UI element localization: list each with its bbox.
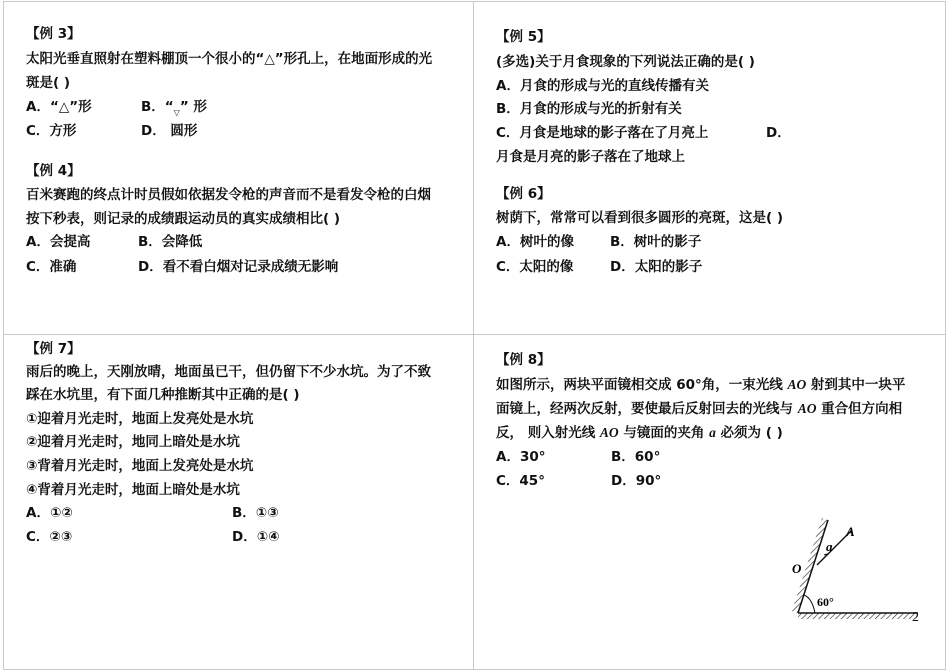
example-8-option-b: B．60°	[611, 449, 661, 465]
example-4-question-line1: 百米赛跑的终点计时员假如依据发令枪的声音而不是看发令枪的白烟	[26, 187, 431, 203]
example-5-option-b: B．月食的形成与光的折射有关	[496, 101, 682, 117]
example-7-option-b: B．①③	[232, 505, 279, 521]
example-3-question-line2: 斑是( )	[26, 75, 71, 91]
example-6-option-d: D．太阳的影子	[610, 259, 703, 275]
example-3-option-b	[141, 98, 207, 122]
example-7-statement-4: ④背着月光走时，地面上暗处是水坑	[26, 482, 240, 498]
example-7-statement-3: ③背着月光走时，地面上发亮处是水坑	[26, 458, 254, 474]
example-8-option-a: A．30°	[496, 449, 546, 465]
example-7-statement-1: ①迎着月光走时，地面上发亮处是水坑	[26, 411, 254, 427]
page-number: 2	[912, 610, 919, 625]
q-line3-angle-symbol: a	[709, 425, 716, 440]
example-8-heading: 【例 8】	[496, 352, 551, 368]
example-6-option-c: C．太阳的像	[496, 259, 574, 275]
example-4-option-a: A．会提高	[26, 234, 91, 250]
label-a: a	[826, 539, 833, 554]
example-6-heading: 【例 6】	[496, 186, 551, 202]
example-8-question-line1	[496, 376, 905, 394]
example-6-option-a: A．树叶的像	[496, 234, 574, 250]
q-line3-part-a: 反， 则入射光线	[496, 425, 600, 441]
example-4-question-line2: 按下秒表，则记录的成绩跟运动员的真实成绩相比( )	[26, 211, 341, 227]
q-line1-part-b: 射到其中一块平	[806, 377, 906, 393]
example-5-option-c: C．月食是地球的影子落在了月亮上	[496, 125, 709, 141]
q-line3-part-b: 与镜面的夹角	[618, 425, 710, 441]
example-8-option-c: C．45°	[496, 473, 545, 489]
example-3-question-line1: 太阳光垂直照射在塑料棚顶一个很小的“△”形孔上，在地面形成的光	[26, 51, 433, 67]
q-line3-part-c: 必须为 ( )	[715, 425, 783, 441]
q-line1-part-a: 如图所示，两块平面镜相交成 60°角，一束光线	[496, 377, 788, 393]
label-A: A	[846, 524, 855, 539]
example-7-heading: 【例 7】	[26, 341, 81, 357]
label-60-degrees: 60°	[817, 595, 834, 609]
example-7-question-line2: 踩在水坑里，有下面几种推断其中正确的是( )	[26, 387, 300, 403]
triangle-down-symbol: ▽	[173, 108, 180, 117]
mirror-diagram	[780, 510, 930, 625]
q-line2-ao: AO	[797, 401, 817, 416]
example-5-option-d-label: D．	[766, 125, 791, 141]
label-O: O	[792, 561, 802, 576]
panel-example-5-6	[474, 2, 946, 335]
angle-60-arc	[804, 595, 815, 613]
example-3-heading: 【例 3】	[26, 26, 81, 42]
example-6-option-b: B．树叶的影子	[610, 234, 702, 250]
example-7-option-d: D．①④	[232, 529, 280, 545]
q-line1-ao: AO	[787, 377, 807, 392]
example-3-option-c: C．方形	[26, 123, 77, 139]
example-5-option-d-text: 月食是月亮的影子落在了地球上	[496, 149, 685, 165]
example-7-option-a: A．①②	[26, 505, 73, 521]
example-8-option-d: D．90°	[611, 473, 662, 489]
example-6-question-line1: 树荫下，常常可以看到很多圆形的亮斑，这是( )	[496, 210, 784, 226]
q-line2-part-b: 重合但方向相	[816, 401, 903, 417]
example-4-option-c: C．准确	[26, 259, 77, 275]
example-5-heading: 【例 5】	[496, 29, 551, 45]
example-3-option-d: D． 圆形	[141, 123, 198, 139]
panel-example-3-4	[4, 2, 474, 335]
option-b-suffix: ” 形	[179, 99, 207, 115]
example-7-statement-2: ②迎着月光走时，地同上暗处是水坑	[26, 434, 240, 450]
example-3-option-a: A．“△”形	[26, 99, 92, 115]
example-4-option-b: B．会降低	[138, 234, 203, 250]
q-line2-part-a: 面镜上，经两次反射，要使最后反射回去的光线与	[496, 401, 798, 417]
example-5-option-a: A．月食的形成与光的直线传播有关	[496, 78, 709, 94]
example-4-heading: 【例 4】	[26, 163, 81, 179]
example-8-question-line3	[496, 424, 783, 442]
bottom-mirror-hatch	[798, 613, 918, 619]
example-7-option-c: C．②③	[26, 529, 73, 545]
panel-example-7	[4, 335, 474, 670]
example-7-question-line1: 雨后的晚上，天刚放晴，地面虽已干，但仍留下不少水坑。为了不致	[26, 364, 431, 380]
q-line3-ao: AO	[599, 425, 619, 440]
option-b-prefix: B．“	[141, 99, 174, 115]
example-4-option-d: D．看不看白烟对记录成绩无影响	[138, 259, 339, 275]
example-8-question-line2	[496, 400, 902, 418]
example-5-question-line1: (多选)关于月食现象的下列说法正确的是( )	[496, 54, 755, 70]
